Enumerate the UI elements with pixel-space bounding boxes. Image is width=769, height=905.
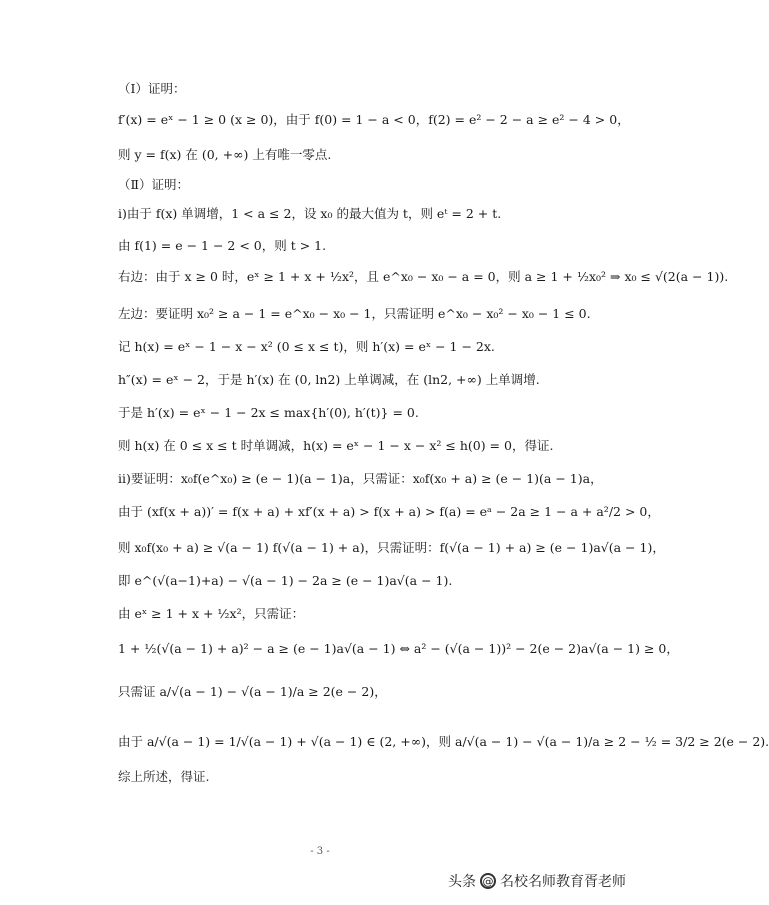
equivalent-line: 即 e^(√(a−1)+a) − √(a − 1) − 2a ≥ (e − 1)a√(a − 1).: [118, 573, 453, 588]
t-bound-line: 由 f(1) = e − 1 − 2 < 0，则 t > 1.: [118, 238, 327, 253]
watermark-prefix: 头条: [448, 874, 476, 890]
h-decreasing-line: 则 h(x) 在 0 ≤ x ≤ t 时单调减，h(x) = eˣ − 1 − x − x² ≤ h(0) = 0，得证.: [118, 438, 554, 453]
part-one-heading: （Ⅰ）证明：: [118, 81, 186, 96]
h-second-derivative-line: h″(x) = eˣ − 2，于是 h′(x) 在 (0, ln2) 上单调减，在 (ln2, +∞) 上单调增.: [118, 372, 540, 387]
h-definition-line: 记 h(x) = eˣ − 1 − x − x² (0 ≤ x ≤ t)，则 h′(x) = eˣ − 1 − 2x.: [118, 339, 495, 354]
reduction-line: 则 x₀f(x₀ + a) ≥ √(a − 1) f(√(a − 1) + a)，只需证明：f(√(a − 1) + a) ≥ (e − 1)a√(a − 1)，: [118, 540, 665, 555]
conclusion-line: 综上所述，得证.: [118, 769, 210, 784]
left-side-line: 左边：要证明 x₀² ≥ a − 1 = e^x₀ − x₀ − 1，只需证明 e^x₀ − x₀² − x₀ − 1 ≤ 0.: [118, 306, 591, 321]
exp-bound-line: 由 eˣ ≥ 1 + x + ½x²，只需证：: [118, 606, 305, 621]
right-side-line: 右边：由于 x ≥ 0 时，eˣ ≥ 1 + x + ½x²，且 e^x₀ − x₀ − a = 0，则 a ≥ 1 + ½x₀² ⇒ x₀ ≤ √(2(a − 1)).: [118, 269, 729, 284]
expansion-line: 1 + ½(√(a − 1) + a)² − a ≥ (e − 1)a√(a − 1) ⇔ a² − (√(a − 1))² − 2(e − 2)a√(a − 1) ≥ 0，: [118, 641, 679, 656]
h-prime-max-line: 于是 h′(x) = eˣ − 1 − 2x ≤ max{h′(0), h′(t)} = 0.: [118, 405, 419, 420]
fraction-goal-line: 只需证 a/√(a − 1) − √(a − 1)/a ≥ 2(e − 2)，: [118, 684, 387, 699]
watermark: [448, 871, 626, 891]
part-two-heading: （Ⅱ）证明：: [118, 177, 189, 192]
step-ii-intro: ⅱ)要证明：x₀f(e^x₀) ≥ (e − 1)(a − 1)a，只需证：x₀f(x₀ + a) ≥ (e − 1)(a − 1)a，: [118, 471, 603, 486]
watermark-name: 名校名师教育胥老师: [500, 874, 626, 890]
at-icon: @: [480, 873, 496, 889]
derivative-product-line: 由于 (xf(x + a))′ = f(x + a) + xf′(x + a) > f(x + a) > f(a) = eᵃ − 2a ≥ 1 − a + a²/2 > 0，: [118, 504, 660, 519]
step-i-intro: ⅰ)由于 f(x) 单调增，1 < a ≤ 2，设 x₀ 的最大值为 t，则 eᵗ = 2 + t.: [118, 206, 502, 221]
derivative-line: f′(x) = eˣ − 1 ≥ 0 (x ≥ 0)，由于 f(0) = 1 − a < 0，f(2) = e² − 2 − a ≥ e² − 4 > 0，: [118, 112, 630, 127]
fraction-range-line: 由于 a/√(a − 1) = 1/√(a − 1) + √(a − 1) ∈ (2, +∞)，则 a/√(a − 1) − √(a − 1)/a ≥ 2 − ½ = 3/2 ≥ 2(e − 2).: [118, 734, 769, 749]
unique-zero-line: 则 y = f(x) 在 (0, +∞) 上有唯一零点.: [118, 147, 332, 162]
page-number: - 3 -: [310, 846, 330, 857]
